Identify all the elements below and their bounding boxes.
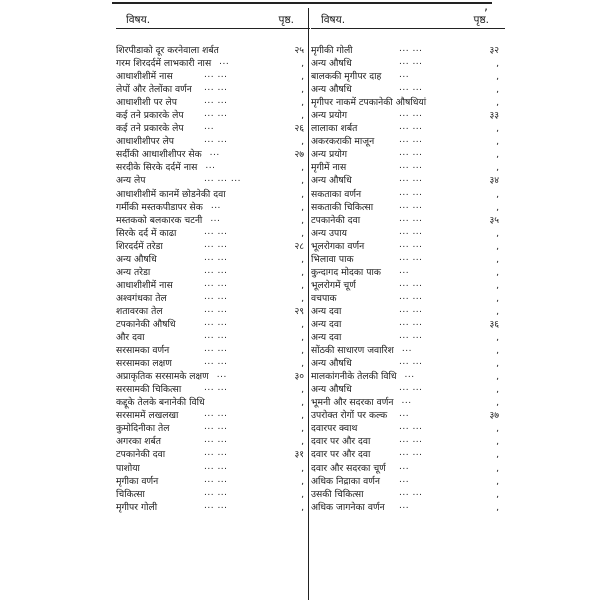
- entry-leader-dots: ...: [205, 161, 216, 172]
- entry-leader-dots: ... ...: [204, 474, 228, 485]
- entry-leader-dots: ... ...: [204, 239, 228, 250]
- entry-page-number: ,: [301, 318, 304, 330]
- entry-title: आधाशीशीमें नास: [116, 71, 173, 83]
- entry-page-number: ,: [301, 175, 304, 187]
- entry-page-number: ,: [301, 71, 304, 83]
- entry-title: दवारपर क्वाथ: [311, 423, 358, 435]
- entry-leader-dots: ... ...: [204, 435, 228, 446]
- entry-leader-dots: ... ...: [204, 278, 228, 289]
- entry-title: दवार पर और दवा: [311, 449, 371, 461]
- entry-page-number: ३३: [489, 110, 499, 122]
- entry-leader-dots: ... ...: [204, 304, 228, 315]
- entry-title: सकताकी चिकित्सा: [311, 201, 374, 213]
- entry-title: आधाशीशीपर लेप: [116, 136, 175, 148]
- entry-title: अश्वगंधका तेल: [116, 292, 167, 304]
- entry-leader-dots: ... ...: [399, 278, 423, 289]
- entry-title: अन्य दवा: [311, 305, 342, 317]
- entry-leader-dots: ... ...: [204, 109, 228, 120]
- entry-page-number: ,: [496, 501, 499, 513]
- entry-page-number: ,: [301, 410, 304, 422]
- entry-page-number: ,: [496, 227, 499, 239]
- entry-page-number: २५: [294, 45, 304, 56]
- entry-page-number: ,: [301, 162, 304, 174]
- entry-page-number: ,: [496, 449, 499, 461]
- entry-leader-dots: ... ...: [399, 200, 423, 211]
- entry-page-number: ,: [301, 475, 304, 487]
- entry-page-number: ,: [496, 123, 499, 135]
- entry-leader-dots: ... ...: [399, 448, 423, 459]
- entry-title: लेपों और तेलोंका वर्णन: [116, 84, 192, 96]
- entry-page-number: ,: [301, 97, 304, 109]
- entry-title: सकताका वर्णन: [311, 188, 362, 200]
- entry-page-number: ,: [301, 214, 304, 226]
- entry-leader-dots: ...: [399, 461, 410, 472]
- entry-title: अन्य उपाय: [311, 227, 347, 239]
- entry-page-number: ३५: [489, 214, 499, 226]
- index-entry: [311, 83, 505, 96]
- left-column: [116, 8, 310, 600]
- entry-leader-dots: ...: [401, 344, 413, 355]
- entry-title: अप्राकृतिक सरसामके लक्षण: [116, 371, 209, 383]
- entry-page-number: ३०: [294, 371, 304, 383]
- entry-title: अन्य तरेडा: [116, 266, 151, 278]
- entry-page-number: ,: [301, 332, 304, 344]
- entry-leader-dots: ... ...: [399, 187, 423, 198]
- entry-title: अन्य औषधि: [311, 58, 352, 70]
- right-entry-list: [311, 44, 505, 514]
- entry-leader-dots: ...: [210, 200, 221, 211]
- entry-title: चिकित्सा: [116, 488, 145, 500]
- entry-title: बालककी मृगीपर दाह: [311, 71, 382, 83]
- entry-title: सोंठकी साधारण जवारिश: [311, 345, 394, 357]
- entry-title: शिरदर्दमें तरेडा: [116, 240, 163, 252]
- entry-leader-dots: ... ...: [399, 44, 423, 54]
- entry-leader-dots: ... ...: [204, 96, 228, 107]
- entry-page-number: ,: [301, 201, 304, 213]
- index-entry: [116, 357, 310, 370]
- entry-title: अन्य लेप: [116, 175, 146, 187]
- entry-page-number: ,: [496, 279, 499, 291]
- entry-title: टपकानेकी दवा: [311, 214, 361, 226]
- entry-page-number: २९: [294, 305, 304, 317]
- entry-page-number: ,: [301, 501, 304, 513]
- entry-leader-dots: ...: [401, 396, 412, 407]
- entry-title: कुमोदिनीका तेल: [116, 423, 170, 435]
- entry-page-number: ,: [496, 358, 499, 370]
- entry-title: आधाशीशीमें नास: [116, 279, 173, 291]
- entry-leader-dots: ... ...: [399, 57, 423, 68]
- entry-title: शतावरका तेल: [116, 305, 163, 317]
- entry-leader-dots: ... ...: [204, 383, 228, 394]
- entry-title: कई तने प्रकारके लेप: [116, 123, 184, 135]
- entry-page-number: ,: [496, 332, 499, 344]
- entry-title: दवार और सदरका चूर्ण: [311, 462, 386, 474]
- entry-title: टपकानेकी दवा: [116, 449, 166, 461]
- right-column-header: [311, 8, 505, 29]
- entry-leader-dots: ... ...: [399, 109, 423, 120]
- entry-leader-dots: ... ...: [399, 487, 423, 498]
- entry-leader-dots: ... ...: [399, 226, 423, 237]
- entry-title: आधाशीशीमें कानमें छोडनेकी दवा: [116, 188, 226, 200]
- entry-title: मृगीका वर्णन: [116, 475, 159, 487]
- entry-page-number: ,: [301, 279, 304, 291]
- entry-page-number: ,: [301, 253, 304, 265]
- entry-page-number: ,: [496, 475, 499, 487]
- entry-leader-dots: ...: [219, 57, 230, 68]
- entry-title: उसकी चिकित्सा: [311, 488, 364, 500]
- entry-page-number: ,: [496, 436, 499, 448]
- entry-title: मस्तकको बलकारक चटनी: [116, 214, 203, 226]
- entry-page-number: ,: [301, 227, 304, 239]
- entry-leader-dots: ...: [204, 122, 215, 133]
- left-page-heading: पृष्ठ.: [278, 14, 294, 26]
- entry-leader-dots: ... ...: [399, 161, 423, 172]
- entry-title: सरसामका वर्णन: [116, 345, 170, 357]
- entry-title: अधिक निद्राका वर्णन: [311, 475, 380, 487]
- entry-leader-dots: ...: [399, 474, 410, 485]
- entry-title: मृगीपर गोली: [116, 501, 158, 513]
- entry-title: सरसामकी चिकित्सा: [116, 384, 182, 396]
- entry-leader-dots: ... ...: [399, 213, 423, 224]
- entry-title: अन्य औषधि: [311, 358, 352, 370]
- entry-page-number: ३६: [489, 318, 499, 330]
- index-entry: [116, 44, 310, 57]
- entry-leader-dots: ... ...: [399, 331, 423, 342]
- entry-page-number: ,: [301, 84, 304, 96]
- entry-leader-dots: ... ...: [399, 239, 423, 250]
- entry-leader-dots: ... ...: [399, 304, 423, 315]
- entry-leader-dots: ...: [399, 265, 410, 276]
- entry-page-number: ,: [496, 149, 499, 161]
- entry-page-number: ,: [496, 384, 499, 396]
- entry-title: पाशोया: [116, 462, 140, 474]
- entry-leader-dots: ... ...: [204, 70, 228, 81]
- entry-title: भिलावा पाक: [311, 253, 354, 265]
- entry-leader-dots: ... ...: [204, 83, 228, 94]
- entry-page-number: ,: [496, 345, 499, 357]
- entry-leader-dots: ... ...: [399, 174, 423, 185]
- entry-leader-dots: ... ...: [399, 435, 423, 446]
- entry-page-number: ,: [496, 488, 499, 500]
- entry-leader-dots: ...: [399, 500, 410, 511]
- entry-leader-dots: ... ...: [399, 148, 423, 159]
- entry-title: सरसाममें लखलखा: [116, 410, 179, 422]
- entry-page-number: ,: [301, 110, 304, 122]
- entry-leader-dots: ... ...: [399, 83, 423, 94]
- index-entry: [116, 174, 310, 187]
- entry-page-number: २८: [294, 240, 304, 252]
- entry-title: अन्य औषधि: [311, 84, 352, 96]
- entry-page-number: ,: [496, 136, 499, 148]
- entry-leader-dots: ...: [209, 148, 220, 159]
- index-entry: [116, 501, 310, 514]
- left-entry-list: [116, 44, 310, 514]
- index-entry: [116, 383, 310, 396]
- entry-title: उपरोक्त रोगों पर कल्क: [311, 410, 388, 422]
- entry-title: वचपाक: [311, 292, 337, 304]
- entry-leader-dots: ... ...: [204, 487, 228, 498]
- entry-leader-dots: ... ...: [204, 357, 228, 368]
- entry-page-number: ,: [496, 266, 499, 278]
- entry-title: गर्मीकी मस्तकपीडापर सेक: [116, 201, 203, 213]
- entry-page-number: ,: [301, 136, 304, 148]
- entry-title: सरसामका लक्षण: [116, 358, 172, 370]
- entry-title: मृगीकी गोली: [311, 45, 353, 56]
- entry-title: अन्य औषधि: [311, 384, 352, 396]
- entry-page-number: ,: [301, 188, 304, 200]
- entry-leader-dots: ... ...: [204, 265, 228, 276]
- entry-title: सर्दीकी आधाशीशीपर सेक: [116, 149, 202, 161]
- entry-page-number: ,: [496, 305, 499, 317]
- entry-page-number: ,: [301, 358, 304, 370]
- entry-leader-dots: ... ...: [204, 344, 228, 355]
- entry-leader-dots: ... ...: [204, 317, 228, 328]
- entry-page-number: ,: [301, 462, 304, 474]
- entry-leader-dots: ... ...: [399, 252, 423, 263]
- entry-leader-dots: ... ...: [204, 409, 228, 420]
- entry-page-number: ३७: [489, 410, 499, 422]
- entry-page-number: ,: [301, 488, 304, 500]
- entry-leader-dots: ...: [399, 409, 410, 420]
- entry-page-number: ,: [301, 266, 304, 278]
- entry-page-number: ,: [496, 292, 499, 304]
- entry-title: अन्य प्रयोग: [311, 149, 348, 161]
- entry-leader-dots: ... ...: [399, 383, 423, 394]
- entry-page-number: ,: [496, 253, 499, 265]
- entry-title: आधाशीशी पर लेप: [116, 97, 177, 109]
- right-column: [311, 8, 505, 600]
- entry-title: टपकानेकी औषधि: [116, 318, 176, 330]
- entry-title: अन्य दवा: [311, 332, 342, 344]
- entry-leader-dots: ... ...: [204, 461, 228, 472]
- entry-title: सरदीके सिरके दर्दमें नास: [116, 162, 198, 174]
- corner-mark: ,: [484, 0, 488, 13]
- entry-page-number: ३४: [489, 175, 499, 187]
- left-subject-heading: विषय.: [126, 14, 151, 26]
- entry-title: अन्य औषधि: [116, 253, 157, 265]
- entry-title: कुन्दागद मोदका पाक: [311, 266, 381, 278]
- right-page-heading: पृष्ठ.: [473, 14, 489, 26]
- entry-leader-dots: ... ...: [204, 252, 228, 263]
- entry-page-number: २६: [294, 123, 304, 135]
- entry-title: अगरका शर्बत: [116, 436, 162, 448]
- entry-page-number: ,: [496, 188, 499, 200]
- entry-title: शिरपीडाको दूर करनेवाला शर्बत: [116, 45, 219, 56]
- entry-title: लालाका शर्बत: [311, 123, 358, 135]
- entry-title: मृगीमें नास: [311, 162, 347, 174]
- entry-leader-dots: ...: [404, 370, 415, 381]
- entry-title: भूमनी और सदरका वर्णन: [311, 397, 394, 409]
- entry-leader-dots: ... ...: [399, 135, 423, 146]
- entry-page-number: ,: [496, 371, 499, 383]
- entry-leader-dots: ... ...: [204, 500, 228, 511]
- entry-page-number: ,: [301, 58, 304, 70]
- entry-title: अकरकराकी माजून: [311, 136, 375, 148]
- entry-leader-dots: ... ...: [204, 135, 228, 146]
- entry-title: अन्य औषधि: [311, 175, 352, 187]
- entry-page-number: ,: [301, 423, 304, 435]
- entry-page-number: ३२: [489, 45, 499, 56]
- entry-leader-dots: ... ...: [204, 226, 228, 237]
- entry-leader-dots: ...: [216, 370, 227, 381]
- entry-leader-dots: ... ...: [399, 122, 423, 133]
- entry-page-number: ,: [496, 201, 499, 213]
- entry-page-number: ,: [301, 292, 304, 304]
- index-entry: [311, 501, 505, 514]
- entry-leader-dots: ... ...: [399, 317, 423, 328]
- entry-leader-dots: ... ...: [399, 422, 423, 433]
- entry-leader-dots: ... ...: [204, 291, 228, 302]
- entry-leader-dots: ... ...: [399, 357, 423, 368]
- entry-title: भूलरोगका वर्णन: [311, 240, 365, 252]
- entry-leader-dots: ... ...: [204, 331, 228, 342]
- entry-leader-dots: ...: [399, 70, 410, 81]
- entry-page-number: ,: [496, 58, 499, 70]
- entry-title: और दवा: [116, 332, 145, 344]
- entry-title: कद्दूके तेलके बनानेकी विधि: [116, 397, 205, 409]
- entry-page-number: ,: [301, 436, 304, 448]
- entry-title: कई तने प्रकारके लेप: [116, 110, 184, 122]
- entry-title: अधिक जागनेका वर्णन: [311, 501, 385, 513]
- top-rule: [112, 2, 492, 4]
- entry-page-number: ,: [496, 462, 499, 474]
- entry-page-number: ,: [496, 240, 499, 252]
- entry-page-number: ३१: [294, 449, 304, 461]
- entry-page-number: ,: [496, 423, 499, 435]
- entry-page-number: ,: [301, 384, 304, 396]
- entry-title: मृगीपर नाकमें टपकानेकी औषधियां: [311, 97, 427, 109]
- left-column-header: [116, 8, 310, 29]
- entry-leader-dots: ... ...: [399, 291, 423, 302]
- entry-leader-dots: ...: [210, 213, 221, 224]
- entry-page-number: ,: [496, 84, 499, 96]
- entry-page-number: ,: [496, 397, 499, 409]
- entry-title: भूलरोगमें चूर्ण: [311, 279, 356, 291]
- entry-page-number: २७: [294, 149, 304, 161]
- entry-page-number: ,: [496, 162, 499, 174]
- entry-title: दवार पर और दवा: [311, 436, 371, 448]
- entry-page-number: ,: [301, 345, 304, 357]
- entry-leader-dots: ... ...: [204, 422, 228, 433]
- entry-title: सिरके दर्द में काढा: [116, 227, 177, 239]
- entry-leader-dots: ... ...: [204, 448, 228, 459]
- entry-title: गरम शिरदर्दमें लाभकारी नास: [116, 58, 212, 70]
- entry-title: अन्य प्रयोग: [311, 110, 348, 122]
- entry-page-number: ,: [496, 97, 499, 109]
- entry-title: मालकांगनीके तेलकी विधि: [311, 371, 397, 383]
- right-subject-heading: विषय.: [321, 14, 346, 26]
- entry-page-number: ,: [301, 397, 304, 409]
- entry-page-number: ,: [496, 71, 499, 83]
- entry-leader-dots: ... ... ...: [204, 174, 241, 185]
- entry-title: अन्य दवा: [311, 318, 342, 330]
